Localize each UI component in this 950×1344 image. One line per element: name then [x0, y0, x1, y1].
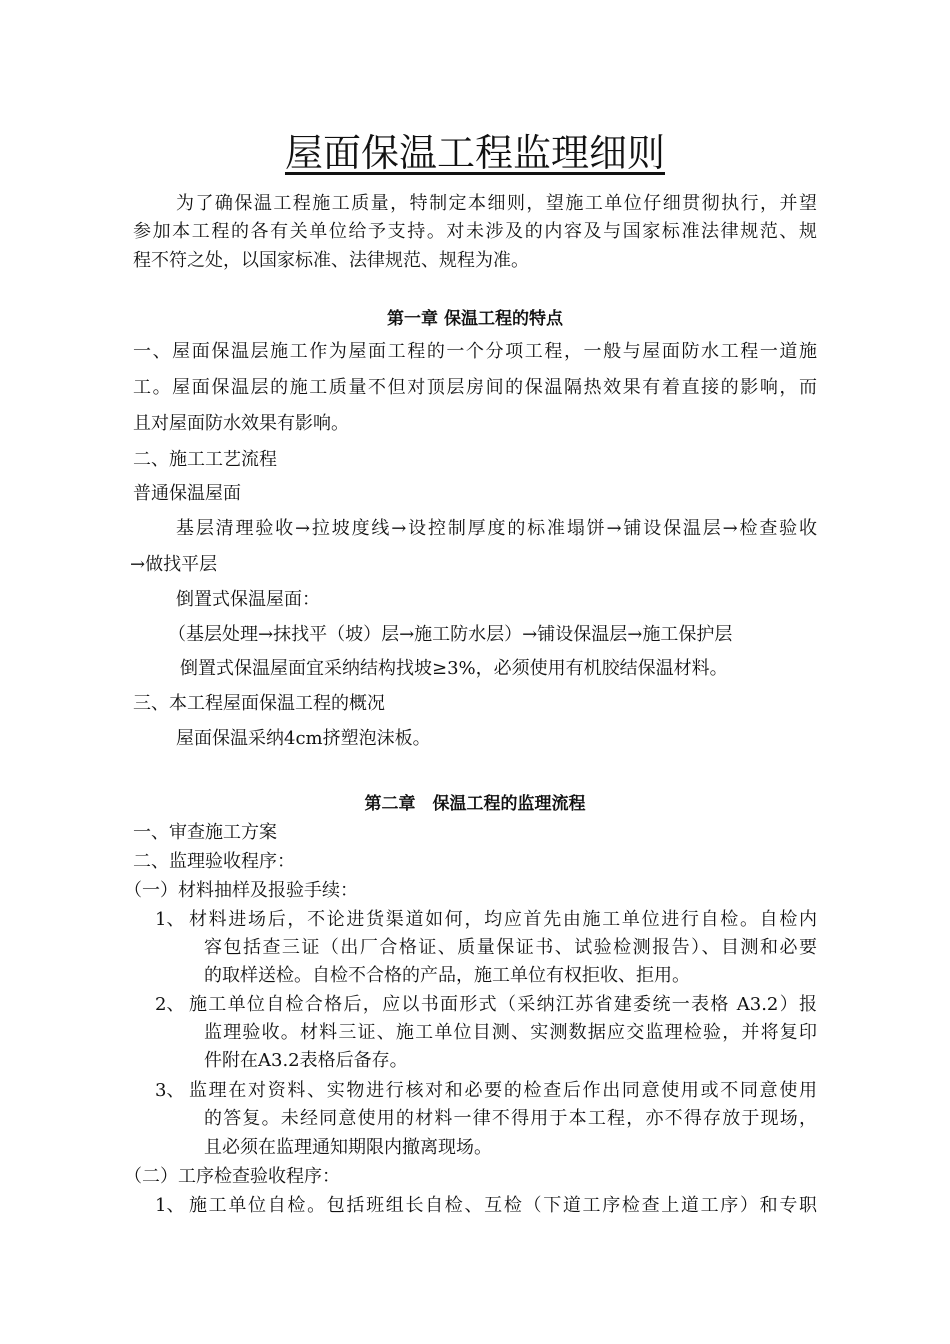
sub1-item3-number: 3、 [155, 1080, 185, 1101]
intro-line-2: 参加本工程的各有关单位给予支持。对未涉及的内容及与国家标准法律规范、规 [133, 221, 817, 242]
chapter-1-heading: 第一章 保温工程的特点 [387, 309, 563, 329]
sub1-item1-number: 1、 [155, 909, 185, 930]
sub2-item1-line-1: 施工单位自检。包括班组长自检、互检（下道工序检查上道工序）和专职 [189, 1195, 817, 1216]
sub1-item2-line-2: 监理验收。材料三证、施工单位目测、实测数据应交监理检验，并将复印 [204, 1022, 817, 1043]
ch1-item3-text: 屋面保温采纳4cm挤塑泡沫板。 [176, 728, 431, 749]
document-title: 屋面保温工程监理细则 [284, 131, 665, 175]
sub1-item1-line-3: 的取样送检。自检不合格的产品，施工单位有权拒收、拒用。 [204, 965, 690, 986]
normal-flow-line-2: →做找平层 [130, 554, 218, 575]
sub1-item2-line-3: 件附在A3.2表格后备存。 [204, 1050, 408, 1071]
inverted-flow: （基层处理→抹找平（坡）层→施工防水层）→铺设保温层→施工保护层 [168, 624, 733, 645]
intro-line-3: 程不符之处，以国家标准、法律规范、规程为准。 [133, 250, 529, 271]
ch2-item2: 二、监理验收程序： [133, 851, 295, 872]
sub1-item1-line-2: 容包括查三证（出厂合格证、质量保证书、试验检测报告）、目测和必要 [204, 937, 817, 958]
chapter-2-heading: 第二章 保温工程的监理流程 [364, 794, 586, 814]
ch1-item2-title: 二、施工工艺流程 [133, 449, 277, 470]
ch1-item1-line-3: 且对屋面防水效果有影响。 [133, 413, 349, 434]
ch2-sub1-title: （一）材料抽样及报验手续： [124, 880, 358, 901]
ch1-item1-line-1: 一、屋面保温层施工作为屋面工程的一个分项工程，一般与屋面防水工程一道施 [133, 341, 817, 362]
sub1-item1-line-1: 材料进场后，不论进货渠道如何，均应首先由施工单位进行自检。自检内 [189, 909, 817, 930]
sub1-item3-line-3: 且必须在监理通知期限内撤离现场。 [204, 1137, 492, 1158]
intro-line-1: 为了确保温工程施工质量，特制定本细则，望施工单位仔细贯彻执行，并望 [176, 193, 817, 214]
inverted-roof-label: 倒置式保温屋面： [176, 589, 320, 610]
sub1-item2-line-1: 施工单位自检合格后，应以书面形式（采纳江苏省建委统一表格 A3.2）报 [189, 994, 817, 1015]
normal-flow-line-1: 基层清理验收→拉坡度线→设控制厚度的标准塌饼→铺设保温层→检查验收 [176, 518, 817, 539]
sub1-item3-line-1: 监理在对资料、实物进行核对和必要的检查后作出同意使用或不同意使用 [189, 1080, 817, 1101]
ch1-item1-line-2: 工。屋面保温层的施工质量不但对顶层房间的保温隔热效果有着直接的影响，而 [133, 377, 817, 398]
normal-roof-label: 普通保温屋面 [133, 483, 241, 504]
inverted-note: 倒置式保温屋面宜采纳结构找坡≥3%，必须使用有机胶结保温材料。 [180, 658, 728, 679]
ch2-sub2-title: （二）工序检查验收程序： [124, 1166, 340, 1187]
ch1-item3-title: 三、本工程屋面保温工程的概况 [133, 693, 385, 714]
sub1-item2-number: 2、 [155, 994, 185, 1015]
sub2-item1-number: 1、 [155, 1195, 185, 1216]
sub1-item3-line-2: 的答复。未经同意使用的材料一律不得用于本工程，亦不得存放于现场， [204, 1108, 817, 1129]
ch2-item1: 一、审查施工方案 [133, 822, 277, 843]
